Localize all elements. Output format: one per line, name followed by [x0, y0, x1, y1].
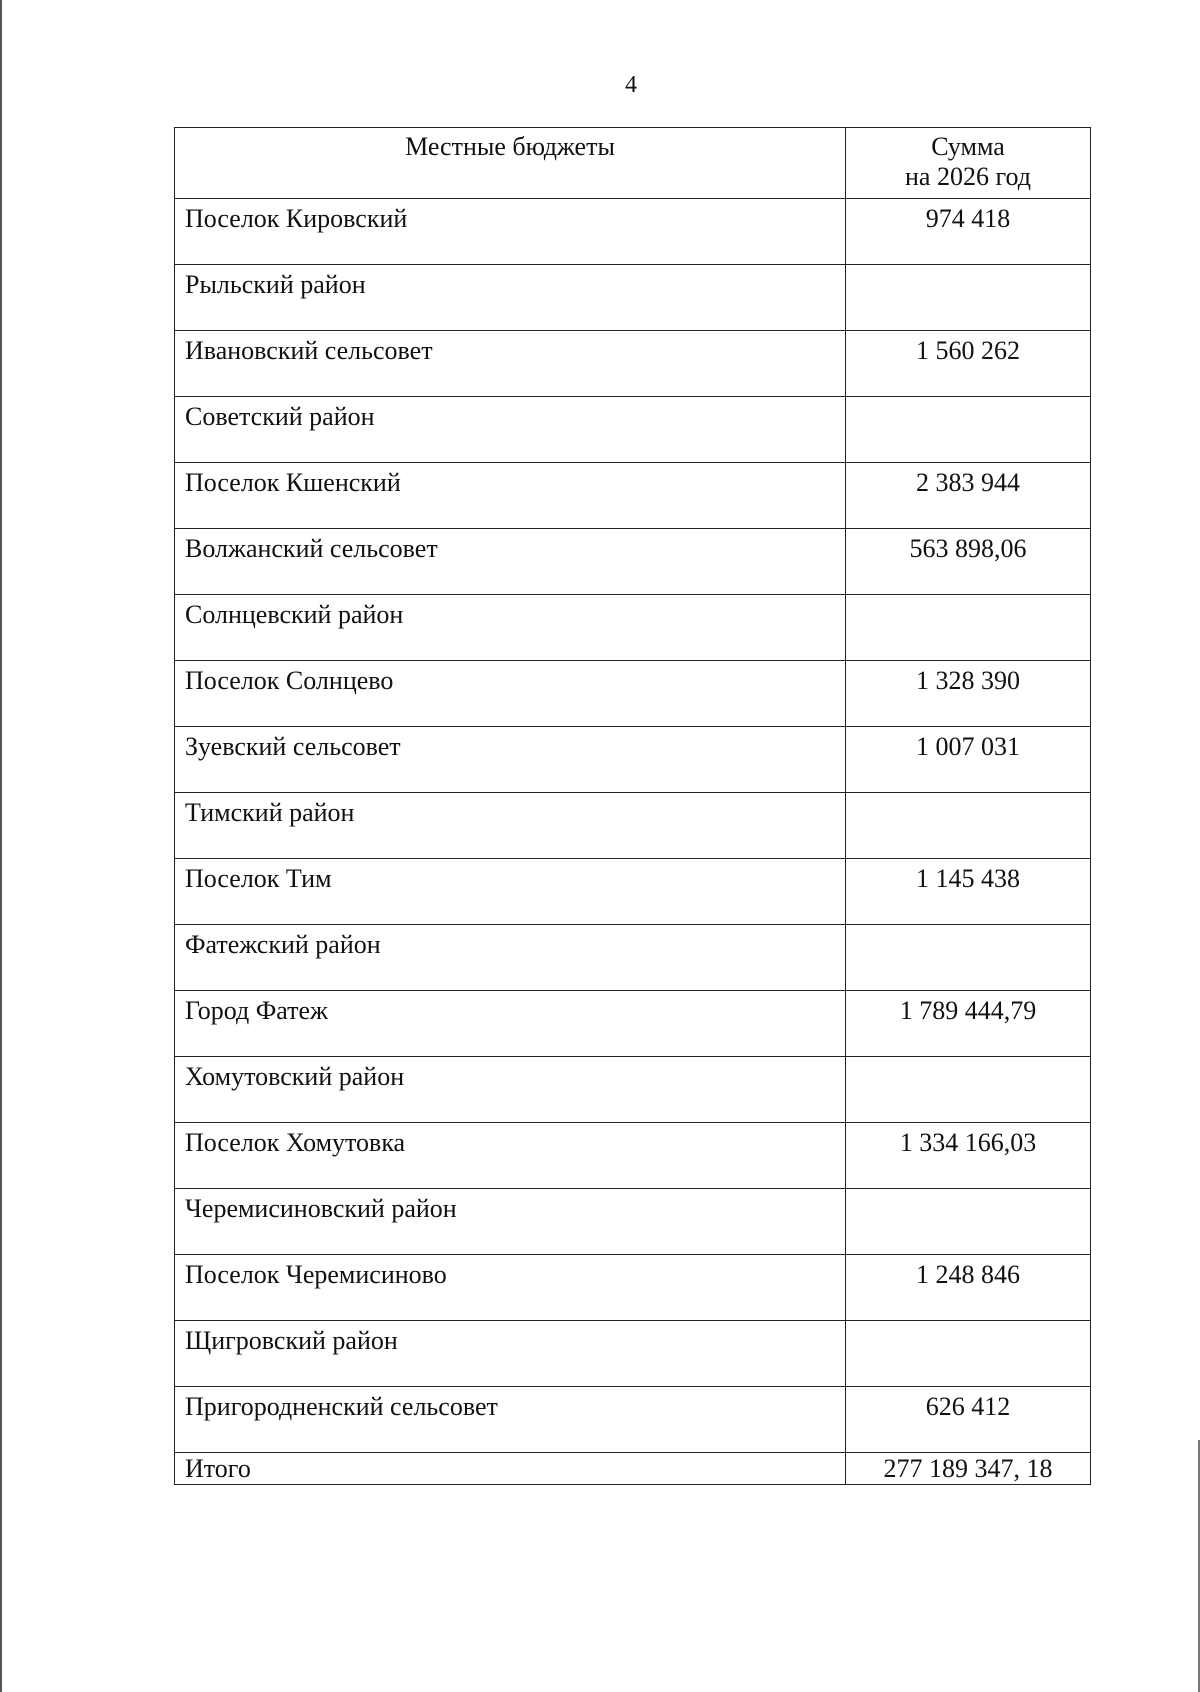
budget-sum-cell: [846, 1057, 1091, 1123]
table-row: [175, 1189, 1091, 1255]
budget-name-cell: Поселок Кировский: [175, 199, 846, 265]
table-row: [175, 793, 1091, 859]
table-row: [175, 463, 1091, 529]
budget-sum-cell: 974 418: [846, 199, 1091, 265]
budget-sum-cell: 1 248 846: [846, 1255, 1091, 1321]
table-row: [175, 199, 1091, 265]
budget-name-cell: Волжанский сельсовет: [175, 529, 846, 595]
header-sum-line1: Сумма: [931, 132, 1005, 161]
table-row: [175, 529, 1091, 595]
header-sum-line2: на 2026 год: [905, 162, 1031, 191]
header-local-budgets: Местные бюджеты: [175, 128, 846, 199]
table-row: [175, 661, 1091, 727]
header-sum: [846, 128, 1091, 199]
budget-sum-cell: 563 898,06: [846, 529, 1091, 595]
budget-sum-cell: 2 383 944: [846, 463, 1091, 529]
table-row: [175, 397, 1091, 463]
budget-name-cell: Щигровский район: [175, 1321, 846, 1387]
table-row: [175, 265, 1091, 331]
budget-sum-cell: [846, 1321, 1091, 1387]
budget-name-cell: Фатежский район: [175, 925, 846, 991]
budget-name-cell: Черемисиновский район: [175, 1189, 846, 1255]
table-row: [175, 925, 1091, 991]
budget-sum-cell: 1 560 262: [846, 331, 1091, 397]
table-header-row: [175, 128, 1091, 199]
budget-name-cell: Тимский район: [175, 793, 846, 859]
table-row: [175, 1387, 1091, 1453]
budget-name-cell: Солнцевский район: [175, 595, 846, 661]
budget-sum-cell: [846, 925, 1091, 991]
budget-sum-cell: 1 328 390: [846, 661, 1091, 727]
total-sum: 277 189 347, 18: [846, 1453, 1091, 1485]
budget-name-cell: Поселок Хомутовка: [175, 1123, 846, 1189]
budget-name-cell: Рыльский район: [175, 265, 846, 331]
budget-sum-cell: 1 007 031: [846, 727, 1091, 793]
budget-sum-cell: [846, 595, 1091, 661]
total-row: [175, 1453, 1091, 1485]
budget-name-cell: Поселок Кшенский: [175, 463, 846, 529]
table-row: [175, 727, 1091, 793]
budget-name-cell: Зуевский сельсовет: [175, 727, 846, 793]
table-row: [175, 859, 1091, 925]
budget-sum-cell: [846, 793, 1091, 859]
table-row: [175, 1057, 1091, 1123]
budget-table: [174, 127, 1091, 1485]
table-row: [175, 1321, 1091, 1387]
budget-name-cell: Ивановский сельсовет: [175, 331, 846, 397]
budget-name-cell: Поселок Черемисиново: [175, 1255, 846, 1321]
table-body: [175, 199, 1091, 1453]
budget-name-cell: Пригородненский сельсовет: [175, 1387, 846, 1453]
table-row: [175, 595, 1091, 661]
budget-sum-cell: [846, 265, 1091, 331]
budget-sum-cell: 626 412: [846, 1387, 1091, 1453]
page-number: 4: [625, 72, 637, 98]
scan-edge-left: [0, 0, 2, 1692]
total-label: Итого: [175, 1453, 846, 1485]
budget-sum-cell: [846, 1189, 1091, 1255]
budget-name-cell: Хомутовский район: [175, 1057, 846, 1123]
budget-sum-cell: 1 334 166,03: [846, 1123, 1091, 1189]
budget-name-cell: Советский район: [175, 397, 846, 463]
table-row: [175, 991, 1091, 1057]
budget-name-cell: Поселок Солнцево: [175, 661, 846, 727]
budget-sum-cell: 1 789 444,79: [846, 991, 1091, 1057]
table-row: [175, 1123, 1091, 1189]
table-row: [175, 331, 1091, 397]
budget-name-cell: Город Фатеж: [175, 991, 846, 1057]
table-row: [175, 1255, 1091, 1321]
budget-sum-cell: [846, 397, 1091, 463]
budget-name-cell: Поселок Тим: [175, 859, 846, 925]
budget-sum-cell: 1 145 438: [846, 859, 1091, 925]
